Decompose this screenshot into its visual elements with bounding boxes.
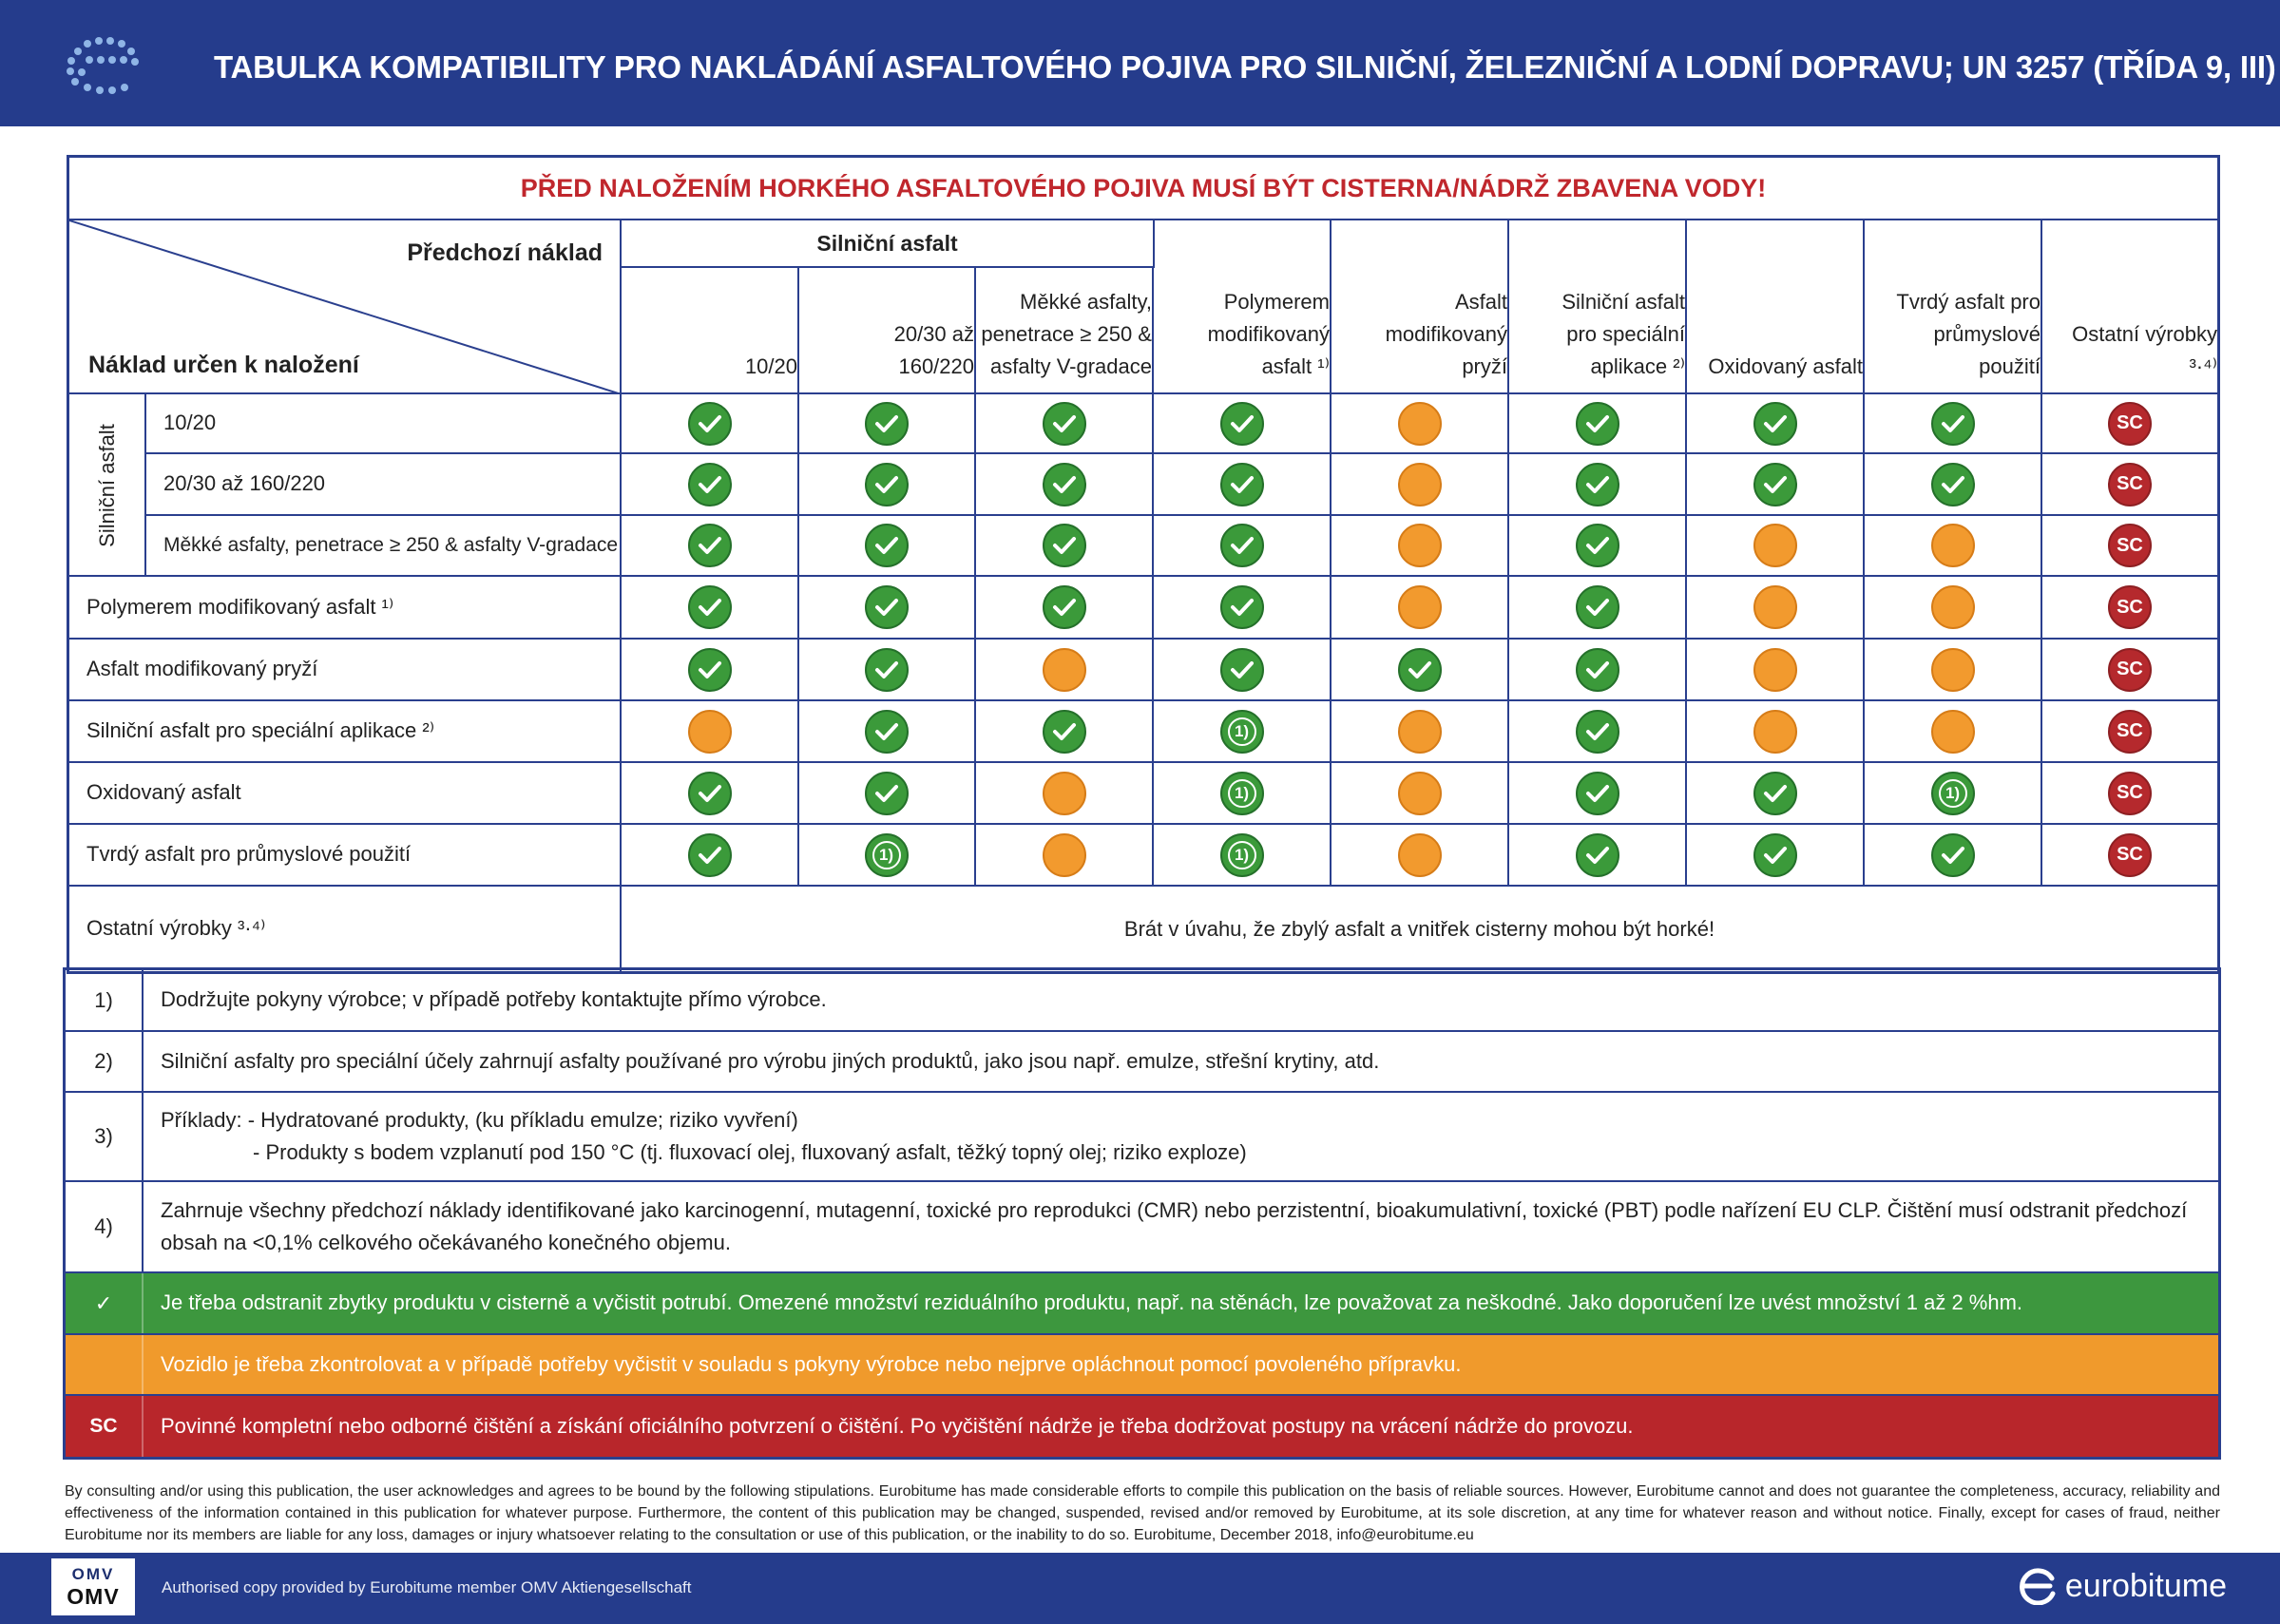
compat-cell [1154, 763, 1332, 825]
column-header [1332, 220, 1509, 394]
column-header [1865, 220, 2042, 394]
sc-marker: SC [2108, 524, 2152, 567]
orange-marker [1398, 833, 1442, 877]
column-header-line: penetrace ≥ 250 & [981, 321, 1152, 346]
column-group-road-bitumen: Silniční asfalt [622, 220, 1155, 268]
orange-marker [688, 710, 732, 754]
compat-cell [1687, 763, 1865, 825]
sc-marker: SC [2108, 710, 2152, 754]
check-icon [1931, 833, 1975, 877]
check-icon [688, 585, 732, 629]
note-row-4 [66, 1182, 2218, 1273]
compat-cell [1154, 516, 1332, 577]
check-icon [865, 402, 909, 446]
legend-red [66, 1396, 2218, 1457]
compat-cell [1687, 825, 1865, 887]
column-header-line: 160/220 [898, 353, 974, 378]
note-1-marker [1220, 710, 1264, 754]
check-icon [865, 648, 909, 692]
check-icon [1576, 463, 1619, 506]
orange-marker [1398, 585, 1442, 629]
hot-residue-note: Brát v úvahu, že zbylý asfalt a vnitřek cisterny mohou být horké! [1123, 916, 1715, 941]
check-icon [1576, 524, 1619, 567]
orange-marker [1398, 463, 1442, 506]
column-header-line: 10/20 [744, 353, 797, 378]
compat-cell [798, 394, 976, 454]
orange-marker [1398, 524, 1442, 567]
orange-marker [1753, 585, 1797, 629]
orange-marker [66, 1335, 144, 1394]
omv-logo-mark: OMV [71, 1564, 115, 1583]
compat-cell [976, 394, 1154, 454]
note-text: Silniční asfalty pro speciální účely zahrnují asfalty používané pro výrobu jiných produktů, jako jsou např. emulze, střešní krytiny, atd. [161, 1048, 1380, 1073]
check-icon [865, 463, 909, 506]
check-icon [1931, 402, 1975, 446]
brand-name: eurobitume [2064, 1567, 2227, 1604]
compat-cell [1154, 454, 1332, 516]
check-icon [1220, 463, 1264, 506]
omv-logo [51, 1558, 135, 1615]
compat-cell [2042, 763, 2217, 825]
compat-cell [1509, 701, 1687, 763]
column-header-line: Oxidovaný asfalt [1708, 353, 1863, 378]
row-label-text: Měkké asfalty, penetrace ≥ 250 & asfalty V-gradace [163, 534, 619, 557]
compat-cell [1332, 394, 1509, 454]
compat-cell [1865, 577, 2042, 640]
check-icon [688, 524, 732, 567]
row-label-text: Tvrdý asfalt pro průmyslové použití [86, 842, 412, 867]
note-number: 3) [66, 1093, 144, 1180]
compat-cell [976, 701, 1154, 763]
compat-cell [2042, 825, 2217, 887]
note-1-label: 1) [1228, 779, 1256, 808]
sc-marker: SC [2108, 772, 2152, 815]
row-label-text: Asfalt modifikovaný pryží [86, 657, 318, 681]
check-icon [1576, 772, 1619, 815]
legend-green [66, 1273, 2218, 1335]
sc-marker: SC [66, 1396, 144, 1457]
check-icon [1043, 710, 1086, 754]
check-icon [865, 585, 909, 629]
compat-cell [976, 640, 1154, 701]
compat-cell [2042, 516, 2217, 577]
compat-cell [1509, 516, 1687, 577]
check-icon [688, 402, 732, 446]
legend-text: Je třeba odstranit zbytky produktu v cisterně a vyčistit potrubí. Omezené množství reziduálního produktu, např. na stěnách, lze považovat za neškodné. Jako doporučení lze uvést množství 1 až 2 %hm. [161, 1290, 2023, 1315]
orange-marker [1753, 710, 1797, 754]
check-icon [1576, 710, 1619, 754]
compat-cell [1865, 763, 2042, 825]
column-header [1509, 220, 1687, 394]
compat-cell [1332, 763, 1509, 825]
compat-cell [1332, 516, 1509, 577]
check-icon [1220, 524, 1264, 567]
compat-cell [1865, 394, 2042, 454]
sc-marker: SC [2108, 463, 2152, 506]
column-header-line: Silniční asfalt [1562, 289, 1685, 314]
note-row-3 [66, 1093, 2218, 1182]
column-header [1687, 220, 1865, 394]
disclaimer-text: By consulting and/or using this publication, the user acknowledges and agrees to be bound by the following stipulations. Eurobitume has made considerable efforts to compile this publication on the basis of reliable sources. However, Eurobitume cannot and does not guarantee the completeness, accuracy, reliability and effectiveness of the information contained in this publication for whatever purpose. Furthermore, the content of this publication may be changed, suspended, revised and/or removed by Eurobitume, at its sole discretion, at any time for whatever reason and without notice. Finally, except for cases of fraud, neither Eurobitume nor its members are liable for any loss, damages or injury whatsoever relating to the consultation or use of this publication, or the inability to do so. Eurobitume, December 2018, info@eurobitume.eu [65, 1483, 2220, 1544]
compat-cell [1509, 763, 1687, 825]
compat-cell [1154, 577, 1332, 640]
compat-cell [1865, 701, 2042, 763]
check-icon [1753, 772, 1797, 815]
column-header-line: modifikovaný [1207, 321, 1330, 346]
note-1-marker [1220, 772, 1264, 815]
row-label-text: Oxidovaný asfalt [86, 780, 241, 805]
column-header-line: pro speciální [1566, 321, 1685, 346]
check-icon [1576, 833, 1619, 877]
sc-marker: SC [2108, 402, 2152, 446]
compat-cell [2042, 640, 2217, 701]
column-header [622, 268, 799, 394]
column-header [798, 268, 976, 394]
notes-block [63, 967, 2221, 1460]
orange-marker [1753, 648, 1797, 692]
orange-marker [1043, 648, 1086, 692]
row-label-text: 10/20 [163, 411, 217, 435]
legend-text: Povinné kompletní nebo odborné čištění a získání oficiálního potvrzení o čištění. Po vyčištění nádrže je třeba dodržovat postupy na vrácení nádrže do provozu. [161, 1413, 1634, 1438]
check-icon [865, 524, 909, 567]
note-number: 4) [66, 1182, 144, 1271]
column-header-line: asfalty V-gradace [990, 353, 1152, 378]
column-header-line: průmyslové [1933, 321, 2041, 346]
row-label [69, 577, 622, 640]
omv-logo-text: OMV [67, 1583, 120, 1609]
row-group-label: Silniční asfalt [95, 424, 119, 547]
orange-marker [1753, 524, 1797, 567]
check-icon [1043, 402, 1086, 446]
compat-cell [1509, 577, 1687, 640]
row-label: Ostatní výrobky ³·⁴⁾ [69, 887, 622, 971]
compat-cell [1509, 394, 1687, 454]
compat-cell [1509, 454, 1687, 516]
note-1-marker [865, 833, 909, 877]
compat-cell [1865, 516, 2042, 577]
check-icon [1043, 524, 1086, 567]
note-text: Příklady: - Hydratované produkty, (ku příkladu emulze; riziko vyvření) - Produkty s bodem vzplanutí pod 150 °C (tj. fluxovací olej, fluxovaný asfalt, těžký topný olej; riziko exploze) [161, 1107, 1247, 1164]
compat-cell [1154, 825, 1332, 887]
header-bar [0, 0, 2280, 126]
note-1-label: 1) [872, 841, 901, 869]
compat-cell [1687, 577, 1865, 640]
row-label [146, 454, 622, 516]
note-number: 2) [66, 1032, 144, 1091]
compat-cell [1865, 640, 2042, 701]
check-icon [865, 772, 909, 815]
compat-cell [1154, 640, 1332, 701]
previous-load-label: Předchozí náklad [407, 239, 603, 266]
column-header [2042, 220, 2217, 394]
orange-marker [1398, 402, 1442, 446]
compat-cell [1332, 825, 1509, 887]
compatibility-table [67, 155, 2220, 974]
row-label-text: 20/30 až 160/220 [163, 471, 326, 496]
check-icon [1043, 463, 1086, 506]
compat-cell [976, 454, 1154, 516]
row-label-text: Silniční asfalt pro speciální aplikace ²⁾ [86, 718, 435, 743]
compat-cell [798, 577, 976, 640]
column-header-line: asfalt ¹⁾ [1261, 353, 1330, 378]
compat-cell [798, 454, 976, 516]
check-icon [1220, 648, 1264, 692]
compat-cell [622, 701, 799, 763]
orange-marker [1931, 648, 1975, 692]
check-icon [1931, 463, 1975, 506]
compat-cell [2042, 577, 2217, 640]
note-number: 1) [66, 970, 144, 1030]
check-icon [1576, 402, 1619, 446]
column-header [1154, 220, 1332, 394]
compat-cell [1332, 701, 1509, 763]
check-icon [1220, 402, 1264, 446]
check-icon [688, 833, 732, 877]
authorised-copy-note: Authorised copy provided by Eurobitume member OMV Aktiengesellschaft [162, 1578, 692, 1596]
column-header-line: modifikovaný [1385, 321, 1507, 346]
compat-cell [622, 825, 799, 887]
check-icon [688, 648, 732, 692]
check-icon [1753, 833, 1797, 877]
compat-cell [1332, 640, 1509, 701]
compat-cell [622, 763, 799, 825]
eurobitume-dots-logo-icon [59, 34, 146, 97]
compat-cell [976, 516, 1154, 577]
compat-cell [1509, 640, 1687, 701]
note-1-marker [1220, 833, 1264, 877]
page-title: TABULKA KOMPATIBILITY PRO NAKLÁDÁNÍ ASFALTOVÉHO POJIVA PRO SILNIČNÍ, ŽELEZNIČNÍ A LODNÍ DOPRAVU; UN 3257 (TŘÍDA 9, III) [214, 49, 2276, 85]
compat-cell [622, 394, 799, 454]
row-label [69, 640, 622, 701]
compat-cell [1509, 825, 1687, 887]
compat-cell [976, 763, 1154, 825]
note-row-2 [66, 1032, 2218, 1093]
check-icon [1398, 648, 1442, 692]
orange-marker [1398, 710, 1442, 754]
column-header-line: ³·⁴⁾ [2189, 353, 2217, 378]
check-icon [865, 710, 909, 754]
column-header-line: Ostatní výrobky [2072, 321, 2217, 346]
eurobitume-brand [2016, 1567, 2227, 1605]
compat-cell [798, 640, 976, 701]
compat-cell [1687, 454, 1865, 516]
compat-cell [622, 577, 799, 640]
orange-marker [1931, 524, 1975, 567]
note-1-label: 1) [1228, 717, 1256, 746]
intended-load-label: Náklad určen k naložení [88, 352, 359, 378]
check-icon: ✓ [66, 1273, 144, 1333]
row-label-text: Polymerem modifikovaný asfalt ¹⁾ [86, 594, 394, 619]
compat-cell [1865, 825, 2042, 887]
check-icon [1220, 585, 1264, 629]
sc-marker: SC [2108, 833, 2152, 877]
orange-marker [1398, 772, 1442, 815]
note-1-label: 1) [1228, 841, 1256, 869]
note-row-1 [66, 970, 2218, 1032]
compat-cell [1865, 454, 2042, 516]
row-label [69, 763, 622, 825]
compat-cell [2042, 394, 2217, 454]
column-header-line: použití [1979, 353, 2041, 378]
compat-cell [976, 577, 1154, 640]
note-1-label: 1) [1939, 779, 1967, 808]
row-label [146, 516, 622, 577]
check-icon [1576, 585, 1619, 629]
sc-marker: SC [2108, 648, 2152, 692]
legend-text: Vozidlo je třeba zkontrolovat a v případě potřeby vyčistit v souladu s pokyny výrobce nebo nejprve opláchnout pomocí povoleného přípravku. [161, 1351, 1462, 1376]
compat-cell [622, 454, 799, 516]
legend-orange [66, 1335, 2218, 1396]
orange-marker [1931, 710, 1975, 754]
compat-cell [798, 825, 976, 887]
note-text: Dodržujte pokyny výrobce; v případě potřeby kontaktujte přímo výrobce. [161, 987, 827, 1012]
compat-cell [798, 701, 976, 763]
eurobitume-e-logo-icon [2016, 1567, 2058, 1605]
row-label [69, 701, 622, 763]
compat-cell [622, 516, 799, 577]
compat-cell [976, 825, 1154, 887]
compat-cell [1154, 701, 1332, 763]
check-icon [1753, 402, 1797, 446]
note-1-marker [1931, 772, 1975, 815]
compat-cell [798, 763, 976, 825]
compat-cell [2042, 701, 2217, 763]
column-header-line: Tvrdý asfalt pro [1896, 289, 2041, 314]
compat-cell [622, 640, 799, 701]
compat-cell [2042, 454, 2217, 516]
column-header-line: pryží [1462, 353, 1507, 378]
orange-marker [1043, 833, 1086, 877]
column-header-line: 20/30 až [893, 321, 974, 346]
compat-cell [1332, 454, 1509, 516]
check-icon [1753, 463, 1797, 506]
water-warning: PŘED NALOŽENÍM HORKÉHO ASFALTOVÉHO POJIVA MUSÍ BÝT CISTERNA/NÁDRŽ ZBAVENA VODY! [69, 158, 2217, 220]
row-group-road-bitumen [69, 394, 146, 577]
compat-cell [1154, 394, 1332, 454]
row-label [146, 394, 622, 454]
column-header [976, 268, 1154, 394]
sc-marker: SC [2108, 585, 2152, 629]
orange-marker [1043, 772, 1086, 815]
check-icon [688, 772, 732, 815]
orange-marker [1931, 585, 1975, 629]
check-icon [1576, 648, 1619, 692]
compat-cell [1687, 516, 1865, 577]
compat-cell [1687, 640, 1865, 701]
compat-cell [1687, 394, 1865, 454]
column-header-line: aplikace ²⁾ [1590, 353, 1685, 378]
column-header-line: Měkké asfalty, [1020, 289, 1152, 314]
column-header-line: Asfalt [1454, 289, 1507, 314]
compat-cell [798, 516, 976, 577]
compat-cell [1332, 577, 1509, 640]
check-icon [688, 463, 732, 506]
note-text: Zahrnuje všechny předchozí náklady identifikované jako karcinogenní, mutagenní, toxické pro reprodukci (CMR) nebo perzistentní, bioakumulativní, toxické (PBT) podle nařízení EU CLP. Čištění musí odstranit předchozí obsah na <0,1% celkového očekávaného konečného objemu. [161, 1197, 2188, 1254]
table-corner-header [69, 220, 622, 394]
compat-cell [1687, 701, 1865, 763]
check-icon [1043, 585, 1086, 629]
row-label [69, 825, 622, 887]
column-header-line: Polymerem [1223, 289, 1330, 314]
